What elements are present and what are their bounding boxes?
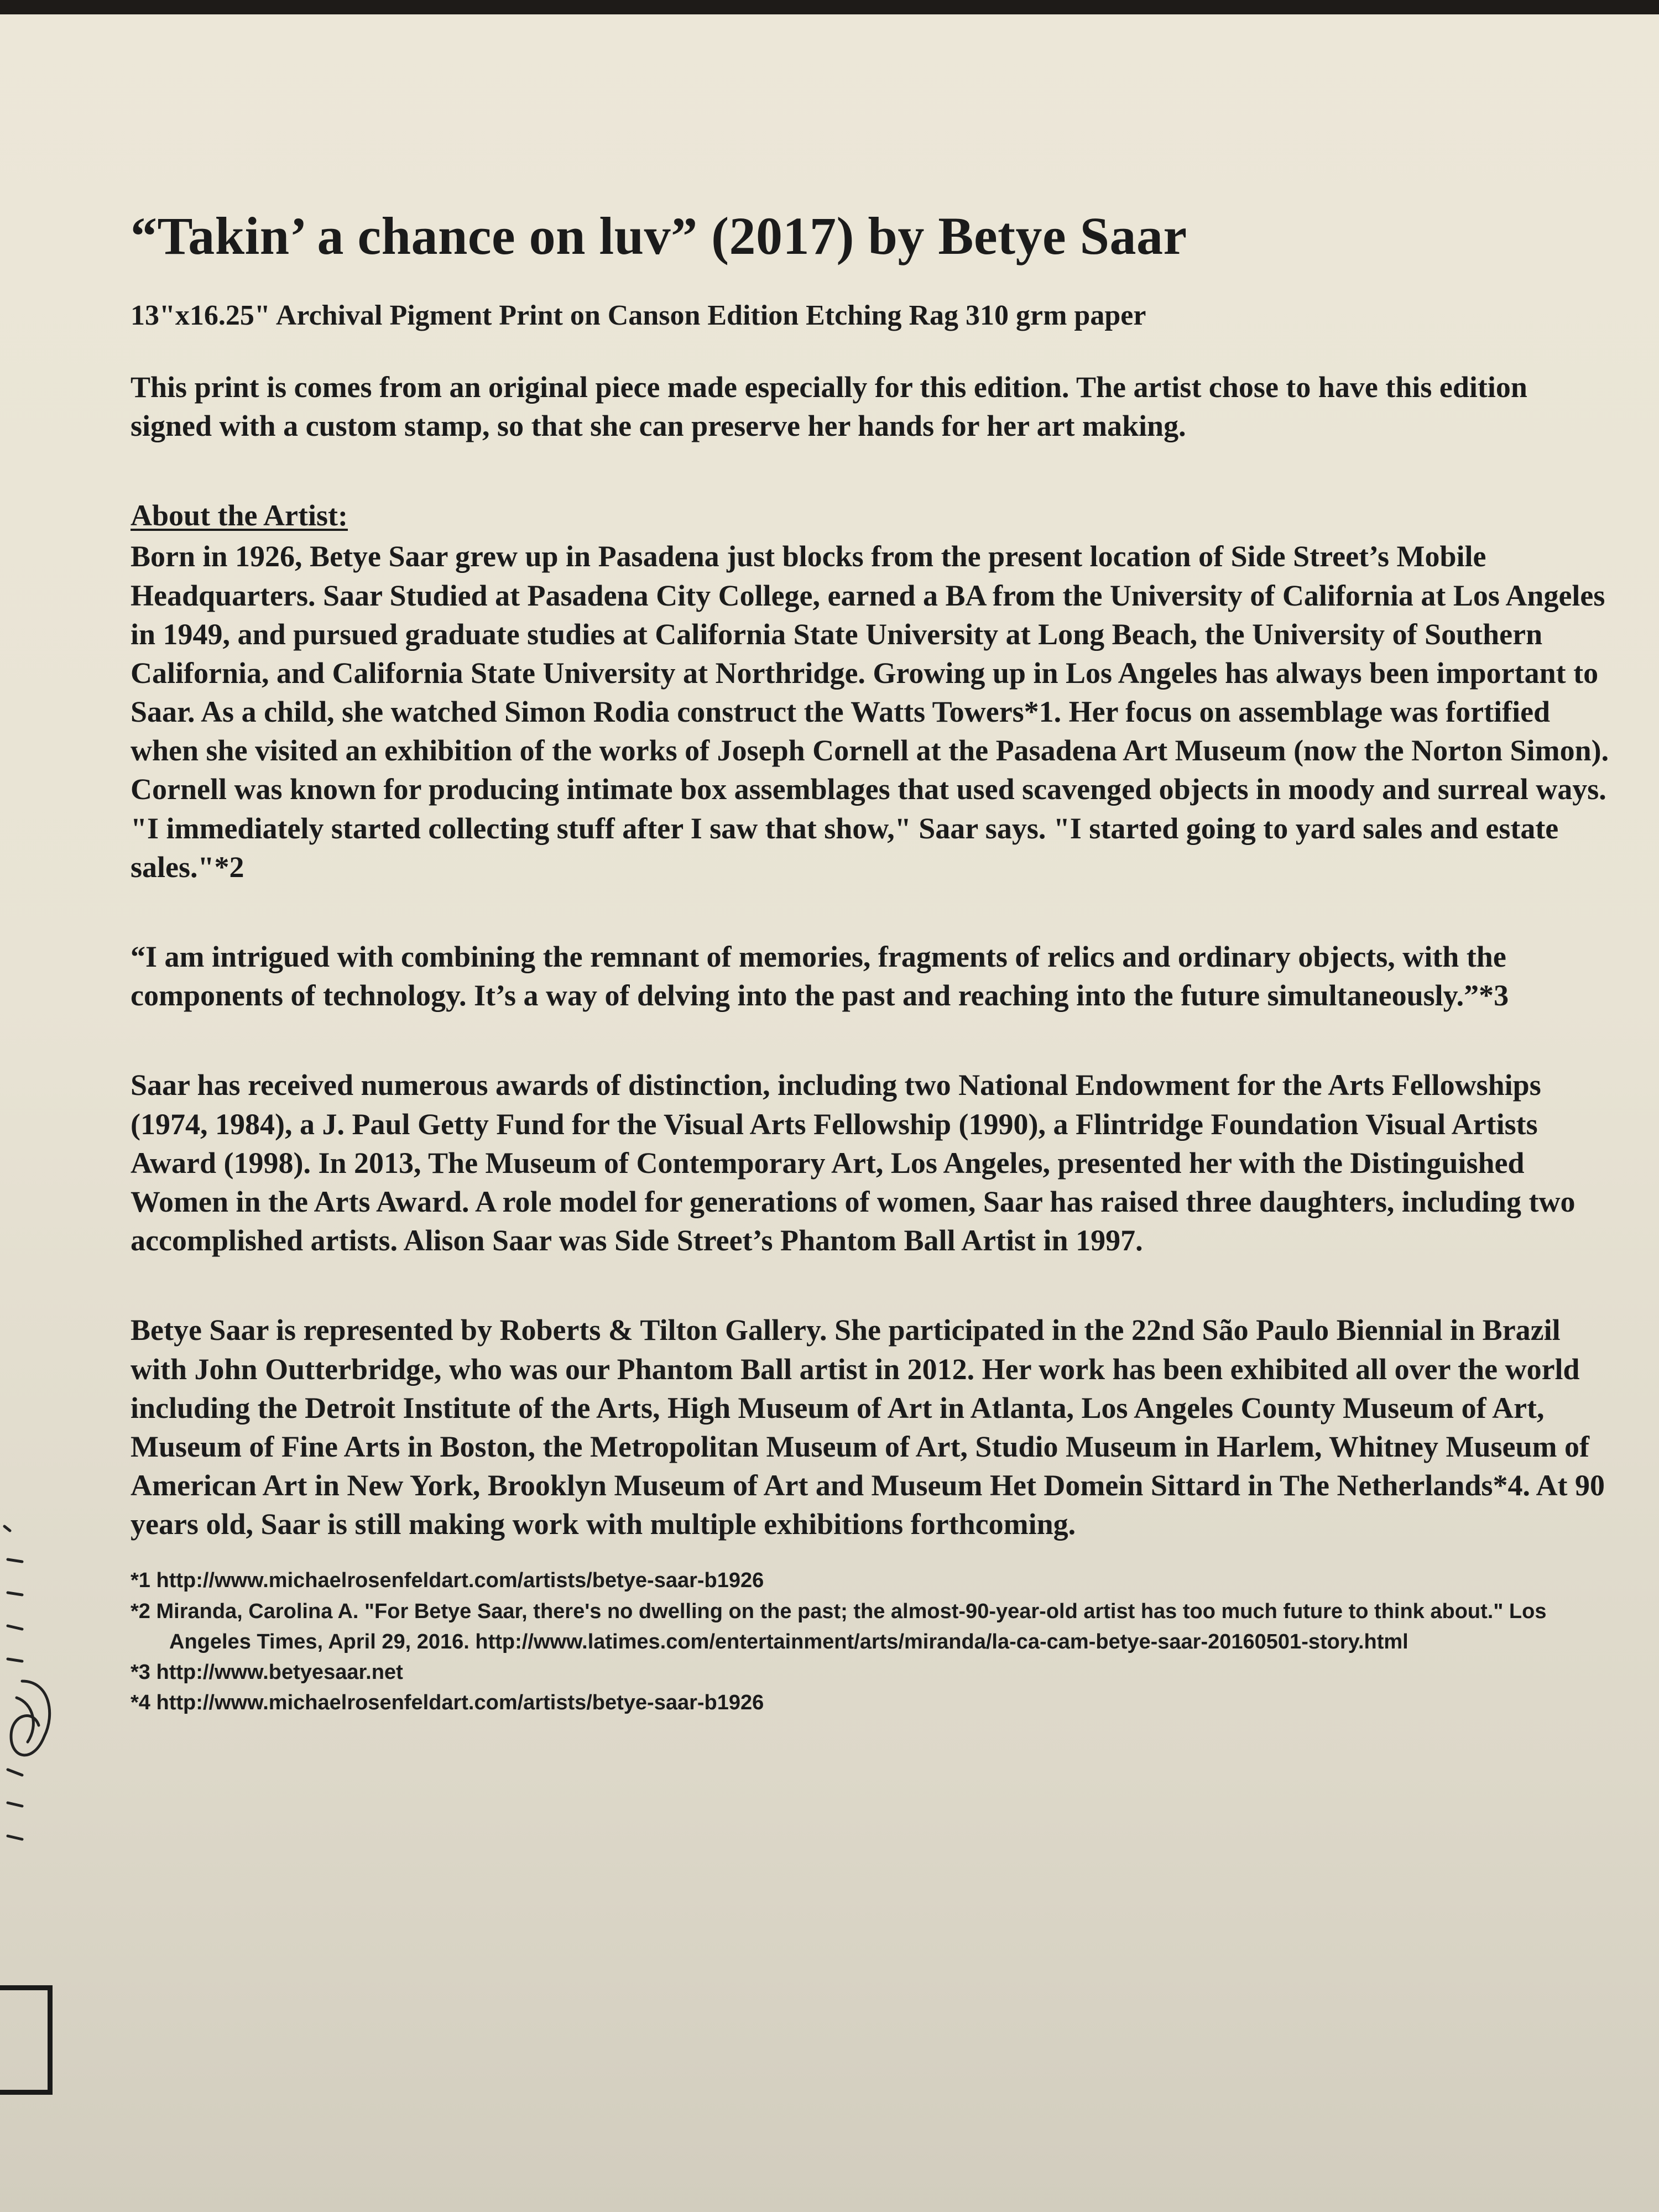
footnote-3: *3 http://www.betyesaar.net — [131, 1660, 403, 1684]
about-artist-heading: About the Artist: — [131, 499, 348, 533]
intro-paragraph: This print is comes from an original piece made especially for this edition. The artist chose to have this edition signed with a custom stamp, so that she can preserve her hands for her art making. — [131, 370, 1527, 442]
footnotes-list — [131, 1566, 1613, 1718]
dark-top-edge — [0, 0, 1659, 14]
artist-quote-paragraph: “I am intrigued with combining the remnant of memories, fragments of relics and ordinary objects, with the components of technology. It’s a way of delving into the past and reaching into the future simultaneously.”*3 — [131, 940, 1509, 1013]
document-content — [131, 206, 1613, 1718]
document-title: “Takin’ a chance on luv” (2017) by Betye Saar — [131, 206, 1187, 265]
footnote-2: *2 Miranda, Carolina A. "For Betye Saar, there's no dwelling on the past; the almost-90-year-old artist has too much future to think about." Los Angeles Times, April 29, 2016. http://www.latimes.com/entertainment/arts/miranda/la-ca-cam-betye-saar-20160501-story.html — [131, 1599, 1547, 1653]
left-margin-box-fragment — [0, 1985, 53, 2095]
left-margin-drawing-fragment — [0, 1515, 61, 1858]
footnote-1: *1 http://www.michaelrosenfeldart.com/artists/betye-saar-b1926 — [131, 1569, 764, 1593]
artwork-specs: 13"x16.25" Archival Pigment Print on Canson Edition Etching Rag 310 grm paper — [131, 300, 1146, 332]
about-artist-paragraph: Born in 1926, Betye Saar grew up in Pasadena just blocks from the present location of Side Street’s Mobile Headquarters. Saar Studied at Pasadena City College, earned a BA from the University of California at Los Angeles in 1949, and pursued graduate studies at California State University at Long Beach, the University of Southern California, and California State University at Northridge. Growing up in Los Angeles has always been important to Saar. As a child, she watched Simon Rodia construct the Watts Towers*1. Her focus on assemblage was fortified when she visited an exhibition of the works of Joseph Cornell at the Pasadena Art Museum (now the Norton Simon). Cornell was known for producing intimate box assemblages that used scavenged objects in moody and surreal ways. "I immediately started collecting stuff after I saw that show," Saar says. "I started going to yard sales and estate sales."*2 — [131, 540, 1609, 884]
representation-paragraph: Betye Saar is represented by Roberts & Tilton Gallery. She participated in the 22nd São Paulo Biennial in Brazil with John Outterbridge, who was our Phantom Ball artist in 2012. Her work has been exhibited all over the world including the Detroit Institute of the Arts, High Museum of Art in Atlanta, Los Angeles County Museum of Art, Museum of Fine Arts in Boston, the Metropolitan Museum of Art, Studio Museum in Harlem, Whitney Museum of American Art in New York, Brooklyn Museum of Art and Museum Het Domein Sittard in The Netherlands*4. At 90 years old, Saar is still making work with multiple exhibitions forthcoming. — [131, 1313, 1605, 1541]
footnote-4: *4 http://www.michaelrosenfeldart.com/artists/betye-saar-b1926 — [131, 1691, 764, 1714]
awards-paragraph: Saar has received numerous awards of distinction, including two National Endowment for the Arts Fellowships (1974, 1984), a J. Paul Getty Fund for the Visual Arts Fellowship (1990), a Flintridge Foundation Visual Artists Award (1998). In 2013, The Museum of Contemporary Art, Los Angeles, presented her with the Distinguished Women in the Arts Award. A role model for generations of women, Saar has raised three daughters, including two accomplished artists. Alison Saar was Side Street’s Phantom Ball Artist in 1997. — [131, 1068, 1575, 1258]
